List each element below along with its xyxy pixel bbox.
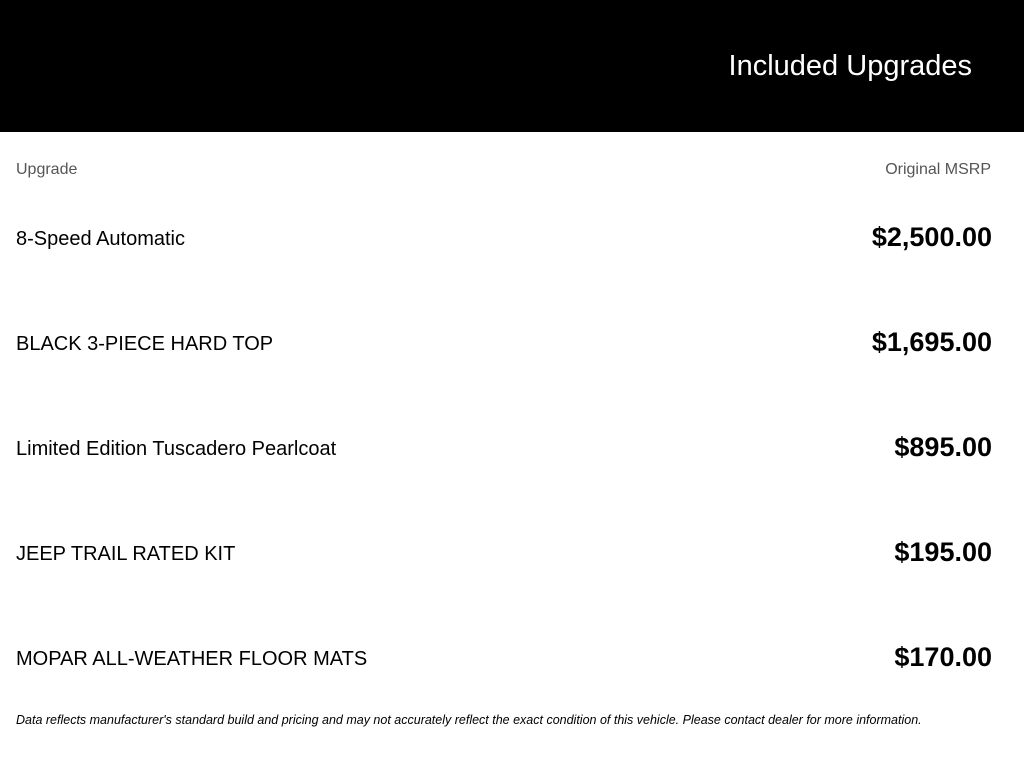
disclaimer-text: Data reflects manufacturer's standard build and pricing and may not accurately reflect the exact condition of this vehicle. Please contact dealer for more information. [16,713,922,727]
upgrade-price: $170.00 [894,642,992,672]
column-header-upgrade: Upgrade [16,161,78,178]
upgrade-name: BLACK 3-PIECE HARD TOP [16,333,274,355]
upgrade-row [16,217,992,257]
upgrade-name: MOPAR ALL-WEATHER FLOOR MATS [16,648,368,670]
upgrade-price: $895.00 [894,432,992,462]
upgrade-name: Limited Edition Tuscadero Pearlcoat [16,438,337,460]
upgrade-row [16,637,992,677]
page-title: Included Upgrades [728,50,972,82]
upgrade-row [16,427,992,467]
upgrade-name: 8-Speed Automatic [16,228,185,250]
upgrade-price: $2,500.00 [871,222,992,252]
upgrade-price: $195.00 [894,537,992,567]
upgrade-price: $1,695.00 [871,327,992,357]
column-header-msrp: Original MSRP [885,161,991,178]
upgrade-row [16,532,992,572]
upgrade-row [16,322,992,362]
upgrade-name: JEEP TRAIL RATED KIT [16,543,236,565]
header-banner [0,0,1024,132]
